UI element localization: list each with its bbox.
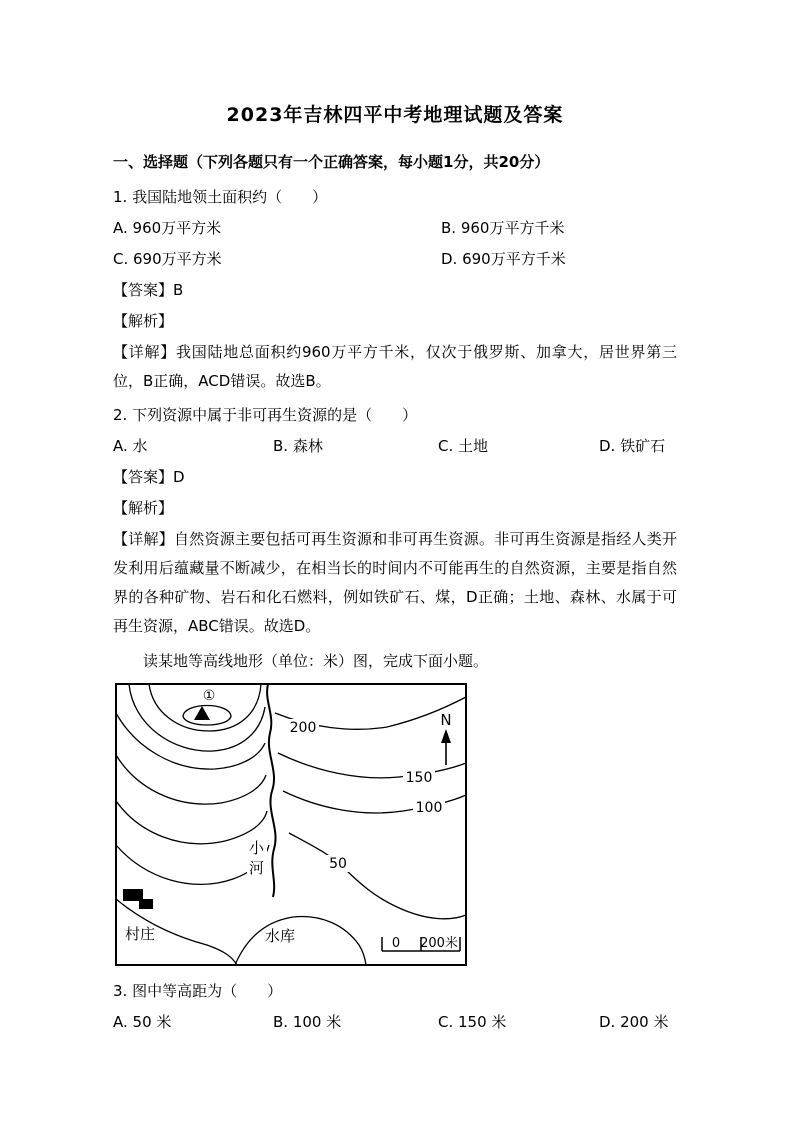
scale-length-label: 200米 (420, 936, 458, 951)
question-1-option-d: D. 690万平方千米 (441, 250, 566, 268)
question-2-detail: 【详解】自然资源主要包括可再生资源和非可再生资源。非可再生资源是指经人类开发利用后蕴藏量不断减少，在相当长的时间内不可能再生的自然资源，主要是指自然界的各种矿物、岩石和化石燃料，例如铁矿石、煤，D正确；土地、森林、水属于可再生资源，ABC错误。故选D。 (113, 530, 677, 635)
question-2-option-b: B. 森林 (273, 437, 323, 455)
question-1-option-b: B. 960万平方千米 (441, 219, 565, 237)
peak-number-label: ① (202, 688, 216, 704)
question-2-option-d: D. 铁矿石 (599, 437, 666, 455)
question-2-options (113, 431, 677, 462)
question-2-answer: 【答案】D (113, 468, 185, 486)
document-page (113, 0, 677, 1038)
question-1-analysis-label: 【解析】 (113, 312, 174, 330)
contour-label-50: 50 (329, 856, 347, 872)
scale-bar (382, 935, 460, 951)
north-label: N (440, 711, 452, 729)
question-3-option-d: D. 200 米 (599, 1013, 669, 1031)
question-1-option-a: A. 960万平方米 (113, 219, 222, 237)
contour-label-150: 150 (405, 770, 433, 786)
question-1-detail: 【详解】我国陆地总面积约960万平方千米，仅次于俄罗斯、加拿大，居世界第三位，B正确，ACD错误。故选B。 (113, 343, 677, 390)
question-3-options (113, 1007, 677, 1038)
section-header: 一、选择题（下列各题只有一个正确答案，每小题1分，共20分） (113, 153, 550, 171)
question-1-stem: 1. 我国陆地领土面积约（ ） (113, 188, 328, 206)
contour-map (115, 683, 467, 966)
contour-label-100: 100 (415, 800, 443, 816)
river-label-char-1: 小 (249, 839, 265, 857)
question-2 (113, 400, 677, 641)
question-1-options (113, 213, 677, 275)
river-label-char-2: 河 (249, 859, 265, 877)
contour-label-200: 200 (289, 720, 317, 736)
question-1-answer: 【答案】B (113, 281, 184, 299)
question-2-option-a: A. 水 (113, 437, 148, 455)
contour-map-figure (115, 683, 677, 966)
question-1 (113, 182, 677, 396)
question-3-option-b: B. 100 米 (273, 1013, 342, 1031)
question-3 (113, 976, 677, 1038)
question-2-stem: 2. 下列资源中属于非可再生资源的是（ ） (113, 406, 418, 424)
scale-zero-label: 0 (391, 936, 401, 951)
question-2-option-c: C. 土地 (438, 437, 489, 455)
question-3-option-c: C. 150 米 (438, 1013, 507, 1031)
reservoir-label: 水库 (265, 927, 296, 945)
map-intro-text: 读某地等高线地形（单位：米）图，完成下面小题。 (143, 652, 489, 670)
question-1-option-c: C. 690万平方米 (113, 250, 222, 268)
question-2-analysis-label: 【解析】 (113, 499, 174, 517)
page-title: 2023年吉林四平中考地理试题及答案 (226, 104, 564, 126)
village-label: 村庄 (125, 925, 156, 943)
question-3-stem: 3. 图中等高距为（ ） (113, 982, 283, 1000)
question-3-option-a: A. 50 米 (113, 1013, 172, 1031)
